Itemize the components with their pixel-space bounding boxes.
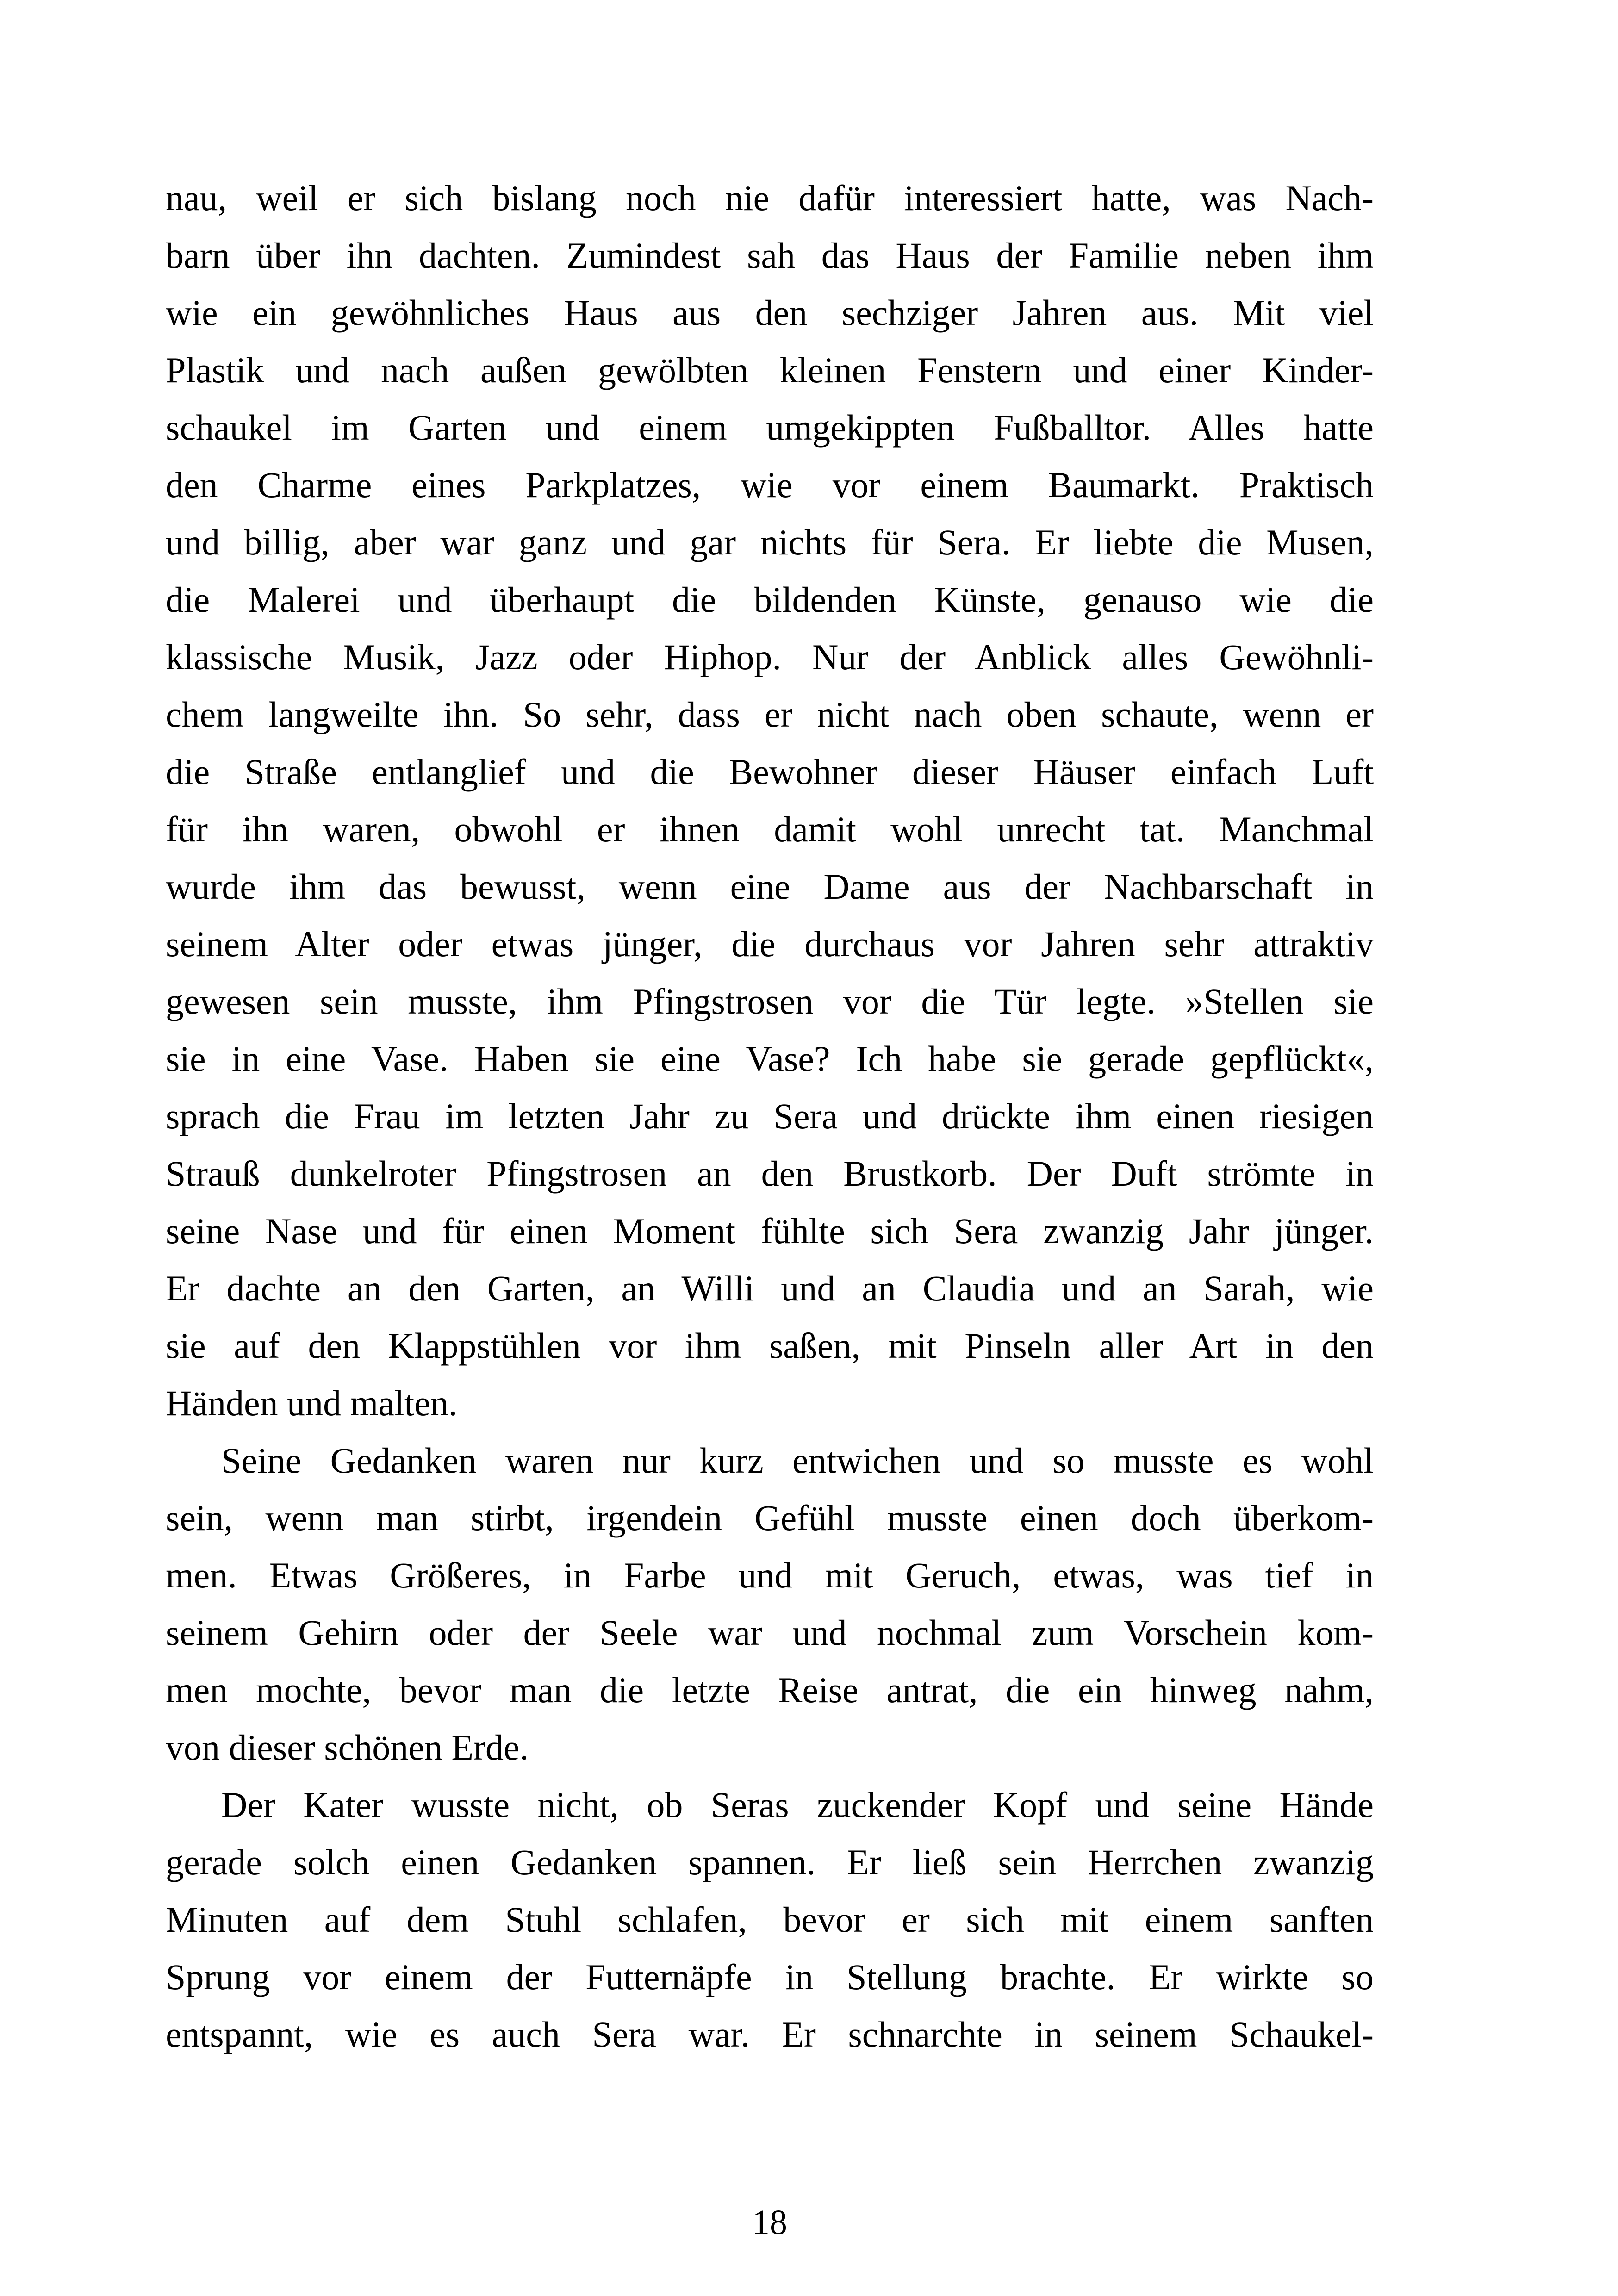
text-line: Minuten auf dem Stuhl schlafen, bevor er sich mit einem sanften [166,1899,1374,1940]
text-line: für ihn waren, obwohl er ihnen damit wohl unrecht tat. Manchmal [166,809,1374,849]
text-line: Plastik und nach außen gewölbten kleinen Fenstern und einer Kinder- [166,350,1374,390]
text-line: Strauß dunkelroter Pfingstrosen an den Brustkorb. Der Duft strömte in [166,1153,1374,1194]
paragraph [166,1776,1374,2063]
text-line: die Straße entlanglief und die Bewohner dieser Häuser einfach Luft [166,752,1374,792]
page-text [166,169,1374,2063]
text-line: sie in eine Vase. Haben sie eine Vase? Ich habe sie gerade gepflückt«, [166,1039,1374,1079]
text-line: Seine Gedanken waren nur kurz entwichen und so musste es wohl [221,1440,1374,1481]
text-line: seine Nase und für einen Moment fühlte sich Sera zwanzig Jahr jünger. [166,1211,1374,1251]
text-line: gewesen sein musste, ihm Pfingstrosen vor die Tür legte. »Stellen sie [166,981,1374,1021]
text-line: die Malerei und überhaupt die bildenden Künste, genauso wie die [166,579,1374,620]
text-line: schaukel im Garten und einem umgekippten Fußballtor. Alles hatte [166,407,1374,448]
text-line: klassische Musik, Jazz oder Hiphop. Nur der Anblick alles Gewöhnli- [166,637,1374,677]
text-line: barn über ihn dachten. Zumindest sah das Haus der Familie neben ihm [166,235,1374,275]
text-line: seinem Gehirn oder der Seele war und nochmal zum Vorschein kom- [166,1612,1374,1653]
text-line: Der Kater wusste nicht, ob Seras zuckender Kopf und seine Hände [221,1785,1374,1825]
text-line: sein, wenn man stirbt, irgendein Gefühl musste einen doch überkom- [166,1498,1374,1538]
text-line: chem langweilte ihn. So sehr, dass er nicht nach oben schaute, wenn er [166,694,1374,734]
text-line: und billig, aber war ganz und gar nichts für Sera. Er liebte die Musen, [166,522,1374,562]
text-line: Sprung vor einem der Futternäpfe in Stellung brachte. Er wirkte so [166,1957,1374,1997]
text-line: seinem Alter oder etwas jünger, die durchaus vor Jahren sehr attraktiv [166,924,1374,964]
text-line: men. Etwas Größeres, in Farbe und mit Geruch, etwas, was tief in [166,1555,1374,1595]
page-number: 18 [752,2203,787,2242]
text-line: entspannt, wie es auch Sera war. Er schnarchte in seinem Schaukel- [166,2014,1374,2054]
text-line: Händen und malten. [166,1383,458,1423]
text-line: nau, weil er sich bislang noch nie dafür interessiert hatte, was Nach- [166,178,1374,218]
paragraph [166,1432,1374,1776]
text-line: wurde ihm das bewusst, wenn eine Dame aus der Nachbarschaft in [166,866,1374,907]
text-line: von dieser schönen Erde. [166,1727,529,1767]
text-line: men mochte, bevor man die letzte Reise antrat, die ein hinweg nahm, [166,1670,1374,1710]
text-line: sie auf den Klappstühlen vor ihm saßen, mit Pinseln aller Art in den [166,1325,1374,1366]
text-line: gerade solch einen Gedanken spannen. Er ließ sein Herrchen zwanzig [166,1842,1374,1882]
text-line: Er dachte an den Garten, an Willi und an Claudia und an Sarah, wie [166,1268,1374,1308]
paragraph [166,169,1374,1432]
text-line: sprach die Frau im letzten Jahr zu Sera und drückte ihm einen riesigen [166,1096,1374,1136]
text-line: den Charme eines Parkplatzes, wie vor einem Baumarkt. Praktisch [166,465,1374,505]
text-line: wie ein gewöhnliches Haus aus den sechziger Jahren aus. Mit viel [166,292,1374,333]
